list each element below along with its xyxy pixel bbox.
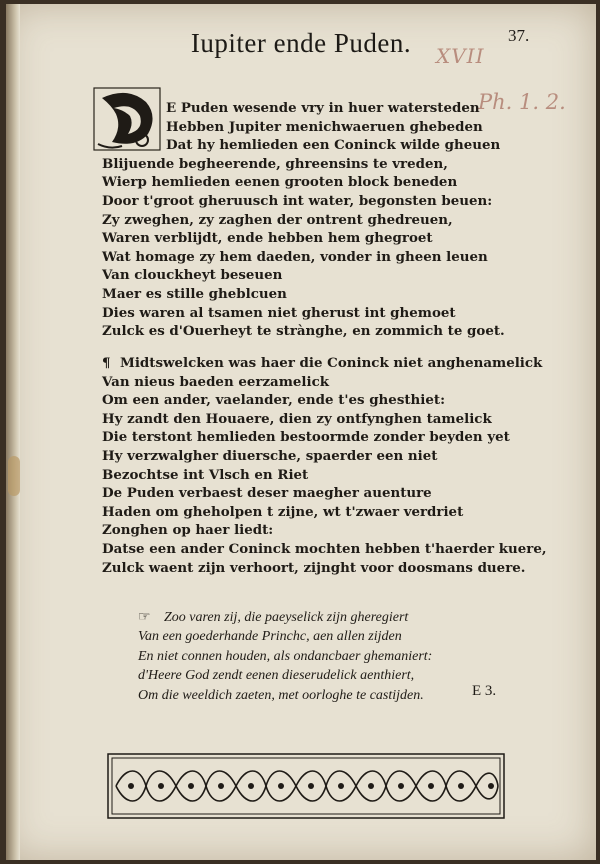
moral-line: Van een goederhande Princhc, aen allen zijden [138, 629, 402, 645]
pointing-hand-icon: ☞ [138, 610, 151, 625]
stanza-1-line: E Puden wesende vry in huer watersteden [166, 100, 480, 116]
page-number: 37. [508, 26, 530, 45]
stanza-1-line: Dat hy hemlieden een Coninck wilde gheuen [166, 137, 501, 154]
moral-line: En niet connen houden, als ondancbaer ghemaniert: [138, 648, 433, 664]
stanza-1-line: Door t'groot gheruusch int water, begonsten beuen: [102, 192, 493, 209]
stanza-1-line: Dies waren al tsamen niet gherust int ghemoet [102, 304, 456, 321]
binding-gutter [6, 4, 20, 860]
stanza-1-line: Wierp hemlieden eenen grooten block beneden [102, 174, 458, 191]
signature-mark: E 3. [472, 683, 497, 699]
stanza-2-line: De Puden verbaest deser maegher auenture [102, 485, 432, 502]
stanza-1-line: Waren verblijdt, ende hebben hem ghegroet [102, 230, 433, 247]
stanza-2-line: Om een ander, vaelander, ende t'es ghesthiet: [102, 392, 446, 409]
stanza-1-line: Van clouckheyt beseuen [102, 267, 283, 284]
stanza-1-line: Blijuende begheerende, ghreensins te vreden, [102, 155, 448, 172]
stanza-2-line: Zonghen op haer liedt: [102, 522, 274, 539]
moral-line-text: Zoo varen zij, die paeyselick zijn gheregiert [164, 610, 409, 625]
stanza-2 [102, 354, 547, 577]
stanza-1 [102, 99, 505, 341]
stanza-1-line: Zulck es d'Ouerheyt te strànghe, en zommich te goet. [102, 323, 505, 340]
paper-stain [8, 456, 20, 496]
stanza-2-line-text: Midtswelcken was haer die Coninck niet anghenamelick [120, 355, 543, 371]
handwritten-mark: XVII [436, 44, 485, 68]
stanza-2-line: Die terstont hemlieden bestoormde zonder beyden yet [102, 429, 510, 446]
stanza-2-line: Zulck waent zijn verhoort, zijnght voor doosmans duere. [102, 559, 526, 576]
stanza-2-line [102, 354, 547, 373]
paragraph-mark-icon: ¶ [102, 355, 111, 371]
stanza-1-line: Wat homage zy hem daeden, vonder in gheen leuen [102, 248, 488, 265]
stanza-2-line: Hy verzwalgher diuersche, spaerder een niet [102, 447, 438, 464]
book-page [6, 4, 596, 860]
woodcut-ornament-band-icon [106, 752, 506, 820]
stanza-1-line: Maer es stille gheblcuen [102, 285, 287, 302]
moral-line: Om die weeldich zaeten, met oorloghe te castijden. [138, 687, 424, 703]
stanza-1-line: Zy zweghen, zy zaghen der ontrent ghedreuen, [102, 211, 453, 228]
stanza-2-line: Van nieus baeden eerzamelick [102, 373, 330, 390]
handwritten-shelfmark: Ph. 1. 2. [478, 90, 566, 114]
stanza-2-line: Bezochtse int Vlsch en Riet [102, 466, 309, 483]
moral-line [138, 608, 432, 627]
stanza-2-line: Datse een ander Coninck mochten hebben t'haerder kuere, [102, 540, 547, 557]
stanza-2-line: Hy zandt den Houaere, dien zy ontfynghen tamelick [102, 410, 492, 427]
page-title: Iupiter ende Puden. [190, 28, 412, 58]
moral-line: d'Heere God zendt eenen dieserudelick aenthiert, [138, 668, 415, 684]
stanza-1-line: Hebben Jupiter menichwaeruen ghebeden [166, 118, 483, 135]
moral-verse [138, 608, 432, 705]
stanza-2-line: Haden om gheholpen t zijne, wt t'zwaer verdriet [102, 503, 464, 520]
